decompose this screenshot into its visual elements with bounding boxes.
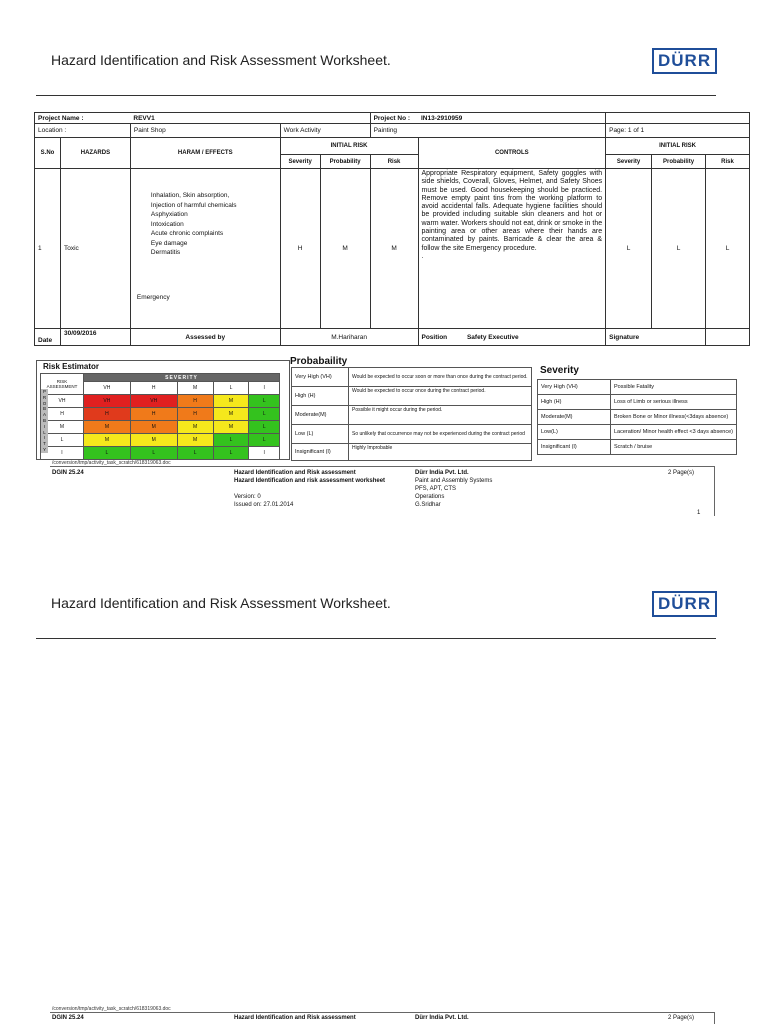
prob-desc: So unlikely that occurrence may not be experienced during the contract period [349,425,532,444]
matrix-cell: L [249,408,280,421]
matrix-cell: M [213,395,249,408]
matrix-cell: M [84,421,131,434]
matrix-col: L [213,382,249,395]
footer-doc-title-2: Hazard Identification and risk assessment worksheet [234,478,386,484]
footer-code: DGIN 25.24 [52,1015,84,1021]
initial-risk: M [370,169,418,329]
footer-company-block [415,469,492,509]
probability-axis [41,389,48,453]
page-title: Hazard Identification and Risk Assessment Worksheet. [51,52,391,68]
matrix-row-label: H [41,408,84,421]
axis-letter: A [42,412,46,418]
page-title: Hazard Identification and Risk Assessment Worksheet. [51,595,391,611]
sno-header: S.No [35,138,61,169]
sev-desc: Possible Fatality [611,380,737,395]
initial-severity: H [280,169,320,329]
matrix-cell: H [177,395,213,408]
date-value: 30/09/2016 [60,329,130,346]
footer-pages: 2 Page(s) [668,470,695,476]
hazards-header: HAZARDS [60,138,130,169]
risk-matrix [40,373,280,460]
page-indicator: Page: 1 of 1 [606,124,750,138]
axis-letter: Y [42,446,46,452]
axis-letter: I [43,435,46,441]
assessed-by-label: Assessed by [130,329,280,346]
sev-desc: Broken Bone or Minor illness(<3days absence) [611,410,737,425]
worksheet-table [34,112,750,346]
matrix-col: I [249,382,280,395]
axis-letter: O [42,400,47,406]
matrix-row-label: L [41,434,84,447]
signature-blank [706,329,750,346]
project-no-label: Project No : [370,113,418,124]
footer-doc-title-1: Hazard Identification and Risk assessment [234,470,356,476]
matrix-cell: M [177,434,213,447]
axis-letter: I [43,423,46,429]
footer-version: Version: 0 [234,494,261,500]
durr-logo: DÜRR [652,48,717,74]
matrix-cell: L [84,447,131,460]
matrix-row-label: VH [41,395,84,408]
project-name: REVV1 [130,113,370,124]
final-risk-header: INITIAL RISK [606,138,750,155]
risk-estimator [36,360,290,460]
initial-probability: M [320,169,370,329]
severity-band: SEVERITY [84,374,280,382]
position-cell [418,329,606,346]
prob-label: Insignificant (I) [292,444,349,461]
row-sno: 1 [35,169,61,329]
row-hazard: Toxic [60,169,130,329]
prob-desc: Highly Improbable [349,444,532,461]
footer-dept: PFS, APT, CTS [415,486,457,492]
prob-label: High (H) [292,387,349,406]
effect-item: Eye damage [150,239,188,247]
sev-label: Insignificant (I) [538,440,611,455]
matrix-cell: L [213,447,249,460]
row-effects [130,169,280,329]
sev-label: High (H) [538,395,611,410]
matrix-cell: H [130,408,177,421]
assessor-name: M.Hariharan [280,329,418,346]
footer-code: DGIN 25.24 [52,470,84,476]
matrix-row-label: I [41,447,84,460]
sev-desc: Scratch / bruise [611,440,737,455]
final-severity: L [606,169,652,329]
footer-path: /conversion/tmp/activity_task_scratch/618319063.doc [52,460,171,466]
footer-pages: 2 Page(s) [668,1015,695,1021]
footer-division: Paint and Assembly Systems [415,478,493,484]
axis-letter: B [42,406,46,412]
prob-desc: Possible it might occur during the period. [349,406,532,425]
footer-issued: Issued on: 27.01.2014 [234,502,294,508]
matrix-cell: VH [130,395,177,408]
risk-header: Risk [370,155,418,169]
matrix-cell: M [213,421,249,434]
matrix-cell: M [130,421,177,434]
work-activity: Painting [370,124,606,138]
matrix-cell: M [213,408,249,421]
blank-cell [606,113,750,124]
matrix-cell: I [249,447,280,460]
controls-end: . [421,252,424,260]
footer-ops: Operations [415,494,445,500]
axis-letter: R [42,394,47,400]
footer-rule [50,466,714,467]
footer-doc-block [234,469,385,509]
matrix-cell: M [84,434,131,447]
matrix-cell: L [249,434,280,447]
probability-table [291,367,532,461]
matrix-row-label: M [41,421,84,434]
position-value: Safety Executive [466,333,519,341]
matrix-cell: L [249,395,280,408]
sev-label: Low(L) [538,425,611,440]
prob-label: Low (L) [292,425,349,444]
location: Paint Shop [130,124,280,138]
matrix-cell: L [213,434,249,447]
footer-vrule [714,466,715,516]
final-probability: L [652,169,706,329]
footer-rule [50,1012,714,1013]
risk-estimator-title: Risk Estimator [43,362,100,371]
matrix-cell: L [249,421,280,434]
probability-header: Probability [652,155,706,169]
axis-letter: B [42,417,46,423]
effect-item: Asphyxiation [150,211,188,218]
work-activity-label: Work Activity [280,124,370,138]
effect-item: Acute chronic complaints [150,230,224,237]
matrix-cell: H [84,408,131,421]
effect-item: Intoxication [150,220,184,228]
final-risk: L [706,169,750,329]
probability-header: Probability [320,155,370,169]
date-label: Date [35,329,61,346]
effect-emergency: Emergency [136,294,170,301]
footer-author: G.Sridhar [415,502,441,508]
axis-letter: P [42,389,46,394]
signature-label: Signature [606,329,706,346]
controls-text: Appropriate Respiratory equipment, Safety goggles with side shields, Coverall, Gloves, Helmet, and Safety Shoes must be used. Good housekeeping should be practiced. Remove empty paint tins from the working platform to avoid accidental falls. Adequate hygiene facilities should be provided including suitable skin cleaners and hot or warm water. Workers should not eat, drink or smoke in the painting area or other areas where their hands are contaminated by paints. Barricade & clear the area & follow the site Emergency procedure. [421,170,603,252]
sev-desc: Loss of Limb or serious illness [611,395,737,410]
controls-header: CONTROLS [418,138,606,169]
probability-title: Probabaility [290,356,348,367]
footer-page-no: 1 [697,510,701,516]
severity-header: Severity [606,155,652,169]
matrix-col: M [177,382,213,395]
initial-risk-header: INITIAL RISK [280,138,418,155]
location-label: Location : [35,124,131,138]
matrix-cell: L [130,447,177,460]
durr-logo: DÜRR [652,591,717,617]
sev-label: Very High (VH) [538,380,611,395]
effect-item: Inhalation, Skin absorption, [150,192,230,199]
footer-company: Dürr India Pvt. Ltd. [415,470,469,476]
matrix-cell: L [177,447,213,460]
project-name-label: Project Name : [35,113,131,124]
footer-company: Dürr India Pvt. Ltd. [415,1015,469,1021]
matrix-cell: M [130,434,177,447]
sev-desc: Laceration/ Minor health effect <3 days absence) [611,425,737,440]
position-label: Position [421,333,448,341]
prob-label: Very High (VH) [292,368,349,387]
matrix-cell: H [177,408,213,421]
row-controls [418,169,606,329]
matrix-cell: M [177,421,213,434]
prob-label: Moderate(M) [292,406,349,425]
sev-label: Moderate(M) [538,410,611,425]
matrix-col: VH [84,382,131,395]
axis-letter: L [43,429,46,435]
effect-item: Dermatitis [150,249,181,256]
footer-vrule [714,1012,715,1024]
effect-item: Injection of harmful chemicals [150,201,237,209]
prob-desc: Would be expected to occur soon or more than once during the contract period. [349,368,532,387]
table-row [35,169,750,329]
prob-desc: Would be expected to occur once during the contract period. [349,387,532,406]
matrix-cell: VH [84,395,131,408]
project-no: IN13-2910959 [418,113,606,124]
header-rule [36,95,716,96]
severity-title: Severity [540,365,579,376]
severity-header: Severity [280,155,320,169]
matrix-corner: RISK ASSESSMENT [41,374,84,395]
risk-header: Risk [706,155,750,169]
effects-header: HARAM / EFFECTS [130,138,280,169]
matrix-col: H [130,382,177,395]
footer-path: /conversion/tmp/activity_task_scratch/618319063.doc [52,1006,171,1012]
axis-letter: T [43,441,46,447]
severity-table [537,379,737,455]
header-rule [36,638,716,639]
footer-doc-title-1: Hazard Identification and Risk assessment [234,1015,356,1021]
